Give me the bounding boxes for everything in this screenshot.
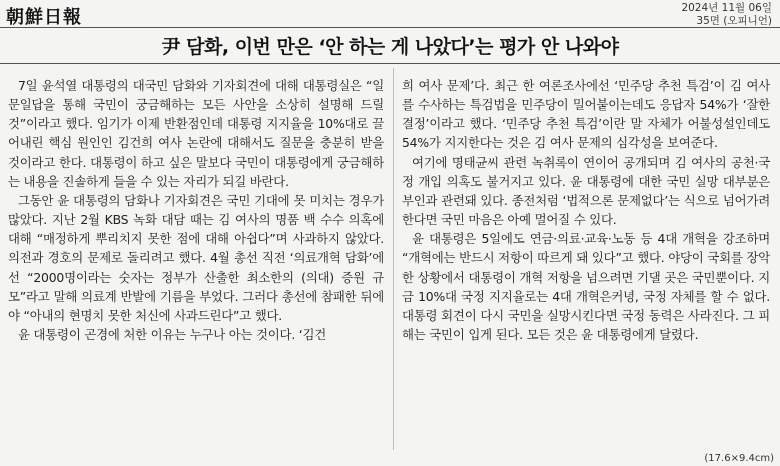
article-column-left (8, 76, 384, 344)
page-section: 35면 (오피니언) (696, 15, 772, 27)
clipping-size-note: (17.6×9.4cm) (704, 453, 774, 464)
publication-date: 2024년 11월 06일 (681, 2, 772, 14)
newspaper-logo: 朝鮮日報 (6, 7, 82, 28)
headline: 尹 담화, 이번 만은 ‘안 하는 게 나았다’는 평가 안 나와야 (161, 36, 619, 58)
dateline (681, 2, 772, 28)
paragraph: 여기에 명태균씨 관련 녹취록이 연이어 공개되며 김 여사의 공천·국정 개입 의혹도 불거지고 있다. 윤 대통령에 대한 국민 실망 대부분은 부인과 관련돼 있다. 종전처럼 ‘법적으론 문제없다’는 식으로 넘어가려 한다면 국민 마음은 아예 멀어질 수 있다. (402, 154, 770, 228)
paragraph: 7일 윤석열 대통령의 대국민 담화와 기자회견에 대해 대통령실은 “일문일답을 통해 국민이 궁금해하는 모든 사안을 소상히 설명해 드릴 것”이라고 했다. 임기가 이제 반환점인데 대통령 지지율을 10%대로 끌어내린 핵심 원인인 김건희 여사 논란에 대해서도 질문을 충분히 받을 것이라고 한다. 대통령이 하고 싶은 말보다 국민이 대통령에게 궁금해하는 내용을 진솔하게 들을 수 있는 자리가 되길 바란다. (8, 78, 384, 189)
article-column-right (402, 76, 770, 344)
paragraph: 윤 대통령은 5일에도 연금·의료·교육·노동 등 4대 개혁을 강조하며 “개혁에는 반드시 저항이 따르게 돼 있다”고 했다. 야당이 국회를 장악한 상황에서 대통령이 개혁 저항을 넘으려면 기댈 곳은 국민뿐이다. 지금 10%대 국정 지지율로는 4대 개혁은커녕, 국정 자체를 할 수 없다. 대통령 회견이 다시 국민을 실망시킨다면 국정 동력은 사라진다. 그 피해는 국민이 입게 된다. 모든 것은 윤 대통령에게 달렸다. (402, 231, 770, 343)
paragraph: 희 여사 문제’다. 최근 한 여론조사에선 ‘민주당 추천 특검’이 김 여사를 수사하는 특검법을 민주당이 밀어붙이는데도 응답자 54%가 ‘잘한 결정’이라고 했다. ‘민주당 추천 특검’이란 말 자체가 어불성설인데도 54%가 지지한다는 것은 김 여사 문제의 심각성을 보여준다. (402, 78, 770, 151)
headline-rule (0, 63, 780, 64)
top-rule (0, 27, 780, 28)
paragraph: 윤 대통령이 곤경에 처한 이유는 누구나 아는 것이다. ‘김건 (18, 327, 327, 343)
paragraph: 그동안 윤 대통령의 담화나 기자회견은 국민 기대에 못 미치는 경우가 많았다. 지난 2월 KBS 녹화 대담 때는 김 여사의 명품 백 수수 의혹에 대해 “매정하게 뿌리치지 못한 점에 대해 아쉽다”며 사과하지 않았다. 의전과 경호의 문제로 돌리려고 했다. 4월 총선 직전 ‘의료개혁 담화’에선 “2000명이라는 숫자는 정부가 산출한 최소한의 (의대) 증원 규모”라고 말해 의료계 반발에 기름을 부었다. 그러다 총선에 참패한 뒤에야 “아내의 현명치 못한 처신에 사과드린다”고 했다. (8, 192, 384, 323)
column-divider (393, 68, 394, 450)
